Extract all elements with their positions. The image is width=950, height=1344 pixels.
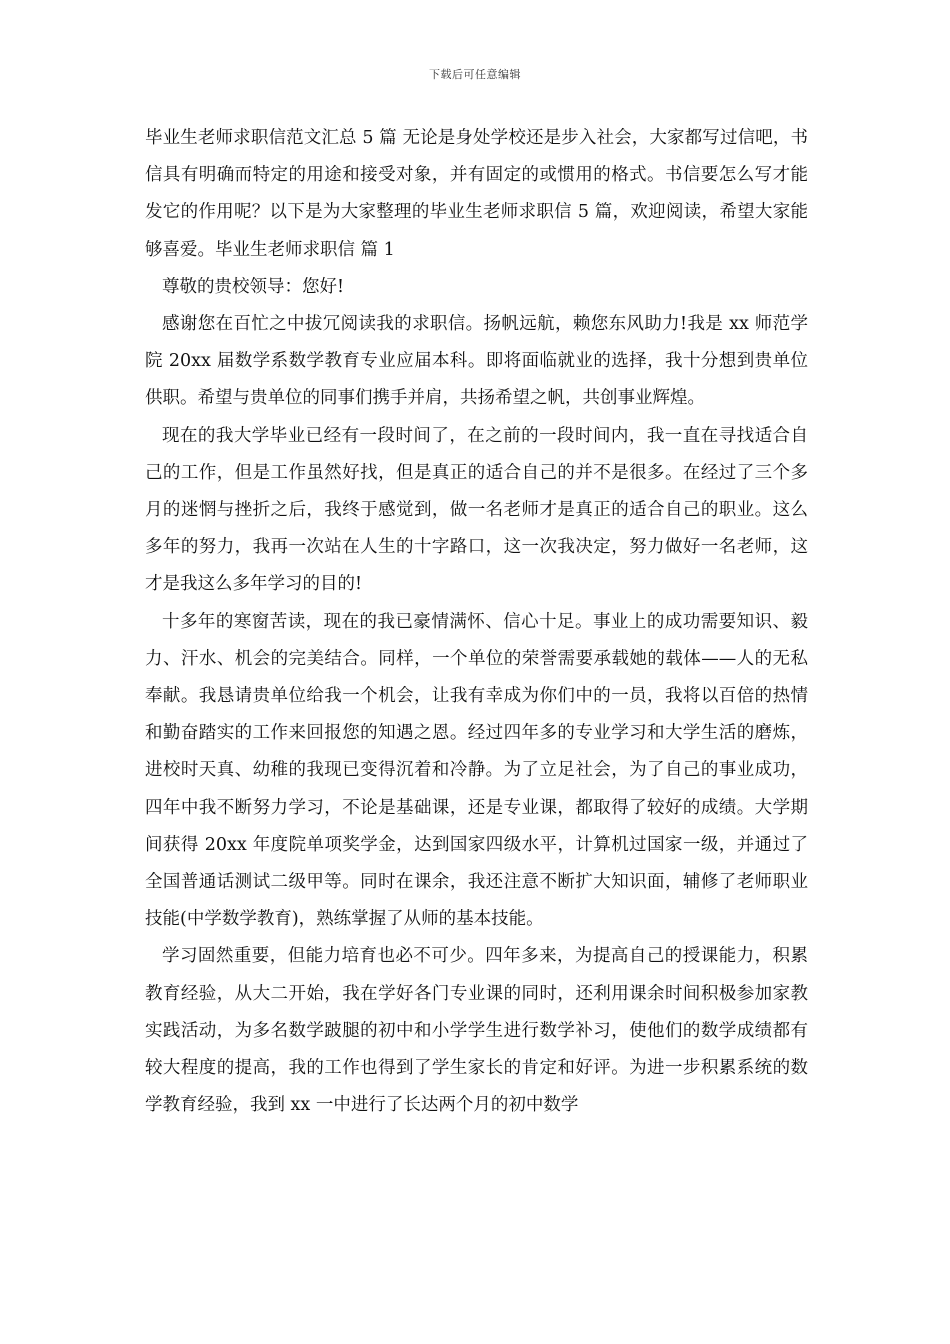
paragraph-thanks: 感谢您在百忙之中拔冗阅读我的求职信。扬帆远航，赖您东风助力!我是 xx 师范学院 20xx 届数学系数学教育专业应届本科。即将面临就业的选择，我十分想到贵单位供职。希望与贵单位的同事们携手并肩，共扬希望之帆，共创事业辉煌。 [145, 314, 808, 409]
paragraph-salutation: 尊敬的贵校领导：您好! [162, 276, 345, 297]
paragraph-career-choice: 现在的我大学毕业已经有一段时间了，在之前的一段时间内，我一直在寻找适合自己的工作，但是工作虽然好找，但是真正的适合自己的并不是很多。在经过了三个多月的迷惘与挫折之后，我终于感觉到，做一名老师才是真正的适合自己的职业。这么多年的努力，我再一次站在人生的十字路口，这一次我决定，努力做好一名老师，这才是我这么多年学习的目的! [145, 425, 808, 595]
paragraph-intro: 毕业生老师求职信范文汇总 5 篇 无论是身处学校还是步入社会，大家都写过信吧，书信具有明确而特定的用途和接受对象，并有固定的或惯用的格式。书信要怎么写才能发它的作用呢？以下是为大家整理的毕业生老师求职信 5 篇，欢迎阅读，希望大家能够喜爱。毕业生老师求职信 篇 1 [145, 128, 808, 260]
paragraph-study-achievements: 十多年的寒窗苦读，现在的我已豪情满怀、信心十足。事业上的成功需要知识、毅力、汗水、机会的完美结合。同样，一个单位的荣誉需要承载她的载体——人的无私奉献。我恳请贵单位给我一个机会，让我有幸成为你们中的一员，我将以百倍的热情和勤奋踏实的工作来回报您的知遇之恩。经过四年多的专业学习和大学生活的磨炼，进校时天真、幼稚的我现已变得沉着和冷静。为了立足社会，为了自己的事业成功，四年中我不断努力学习，不论是基础课，还是专业课，都取得了较好的成绩。大学期间获得 20xx 年度院单项奖学金，达到国家四级水平，计算机过国家一级，并通过了全国普通话测试二级甲等。同时在课余，我还注意不断扩大知识面，辅修了老师职业技能(中学数学教育)，熟练掌握了从师的基本技能。 [145, 611, 808, 930]
paragraph-practice-experience: 学习固然重要，但能力培育也必不可少。四年多来，为提高自己的授课能力，积累教育经验，从大二开始，我在学好各门专业课的同时，还利用课余时间积极参加家教实践活动，为多名数学跛腿的初中和小学学生进行数学补习，使他们的数学成绩都有较大程度的提高，我的工作也得到了学生家长的肯定和好评。为进一步积累系统的数学教育经验，我到 xx 一中进行了长达两个月的初中数学 [145, 946, 808, 1116]
page-header: 下载后可任意编辑 [429, 68, 521, 81]
document-body [145, 120, 808, 1124]
